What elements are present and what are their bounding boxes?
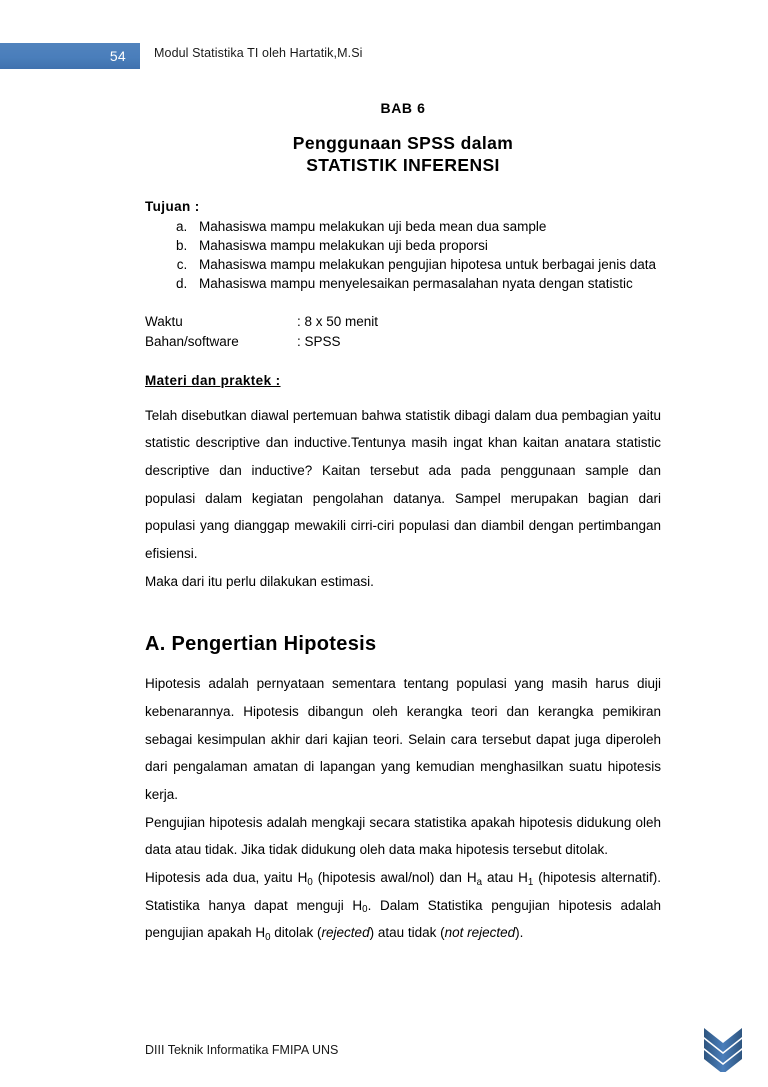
hyp-subscript: a [476, 876, 482, 888]
meta-key: Bahan/software [145, 333, 239, 349]
document-content [145, 100, 661, 947]
section-a-paragraph-1: Hipotesis adalah pernyataan sementara tentang populasi yang masih harus diuji kebenarannya. Hipotesis dibangun oleh kerangka teori dan kerangka pemikiran sebagai kesimpulan akhir dari kajian teori. Selain cara tersebut dapat juga diperoleh dari pengalaman amatan di lapangan yang kemudian menghasilkan suatu hipotesis kerja. [145, 676, 661, 803]
hyp-text-part: ). [515, 925, 524, 941]
objectives-label: Tujuan : [145, 198, 200, 214]
page-number-bar [0, 43, 140, 69]
meta-row [145, 312, 661, 331]
materi-paragraph-1: Telah disebutkan diawal pertemuan bahwa statistik dibagi dalam dua pembagian yaitu statistic descriptive dan inductive.Tentunya masih ingat khan kaitan anatara statistic descriptive dan inductive? Kaitan tersebut ada pada penggunaan sample dan populasi dalam kegiatan pengolahan datanya. Sampel merupakan bagian dari populasi yang dianggap mewakili cirri-ciri populasi dan diambil dengan pertimbangan efisiensi. [145, 407, 661, 562]
footer-text: DIII Teknik Informatika FMIPA UNS [145, 1043, 339, 1057]
chapter-label: BAB 6 [380, 100, 426, 116]
meta-value: : SPSS [297, 333, 341, 349]
hyp-italic-not-rejected: not rejected [444, 925, 516, 941]
double-chevron-down-icon [700, 1026, 746, 1072]
hyp-text-part: atau H [482, 870, 528, 886]
page-number: 54 [109, 48, 126, 64]
meta-key: Waktu [145, 314, 183, 330]
hyp-subscript: 0 [362, 904, 368, 916]
hyp-subscript: 1 [527, 876, 534, 888]
materi-paragraph-2: Maka dari itu perlu dilakukan estimasi. [145, 573, 374, 589]
list-item: a. Mahasiswa mampu melakukan uji beda mean dua sample [191, 217, 661, 236]
hyp-subscript: 0 [307, 876, 313, 888]
document-title [145, 132, 661, 177]
materi-heading: Materi dan praktek : [145, 372, 281, 388]
list-item: b. Mahasiswa mampu melakukan uji beda proporsi [191, 236, 661, 255]
objectives-list [145, 217, 661, 294]
section-a-paragraph-3 [145, 864, 661, 947]
document-title-line2: STATISTIK INFERENSI [306, 155, 500, 176]
hyp-text-part: . Dalam Statistika pengujian hipotesis adalah pengujian apakah H [145, 897, 661, 941]
header-title: Modul Statistika TI oleh Hartatik,M.Si [154, 46, 363, 60]
meta-row [145, 332, 661, 351]
meta-block [145, 312, 661, 350]
hyp-text-part: (hipotesis awal/nol) dan H [312, 870, 477, 886]
hyp-text-part: Hipotesis ada dua, yaitu H [145, 870, 308, 886]
section-a-heading: A. Pengertian Hipotesis [145, 633, 377, 656]
hyp-text-part: (hipotesis alternatif). Statistika hanya dapat menguji H [145, 870, 661, 913]
hyp-subscript: 0 [265, 931, 271, 943]
document-title-line1: Penggunaan SPSS dalam [292, 133, 514, 153]
hyp-italic-rejected: rejected [321, 925, 370, 941]
list-item: d. Mahasiswa mampu menyelesaikan permasalahan nyata dengan statistic [191, 274, 661, 293]
section-a-paragraph-2: Pengujian hipotesis adalah mengkaji secara statistika apakah hipotesis didukung oleh data atau tidak. Jika tidak didukung oleh data maka hipotesis tersebut ditolak. [145, 814, 661, 858]
hyp-text-part: ditolak ( [270, 925, 322, 941]
hyp-text-part: ) atau tidak ( [369, 925, 445, 941]
list-item: c. Mahasiswa mampu melakukan pengujian hipotesa untuk berbagai jenis data [191, 255, 661, 274]
meta-value: : 8 x 50 menit [297, 314, 379, 330]
page-header [0, 43, 768, 69]
